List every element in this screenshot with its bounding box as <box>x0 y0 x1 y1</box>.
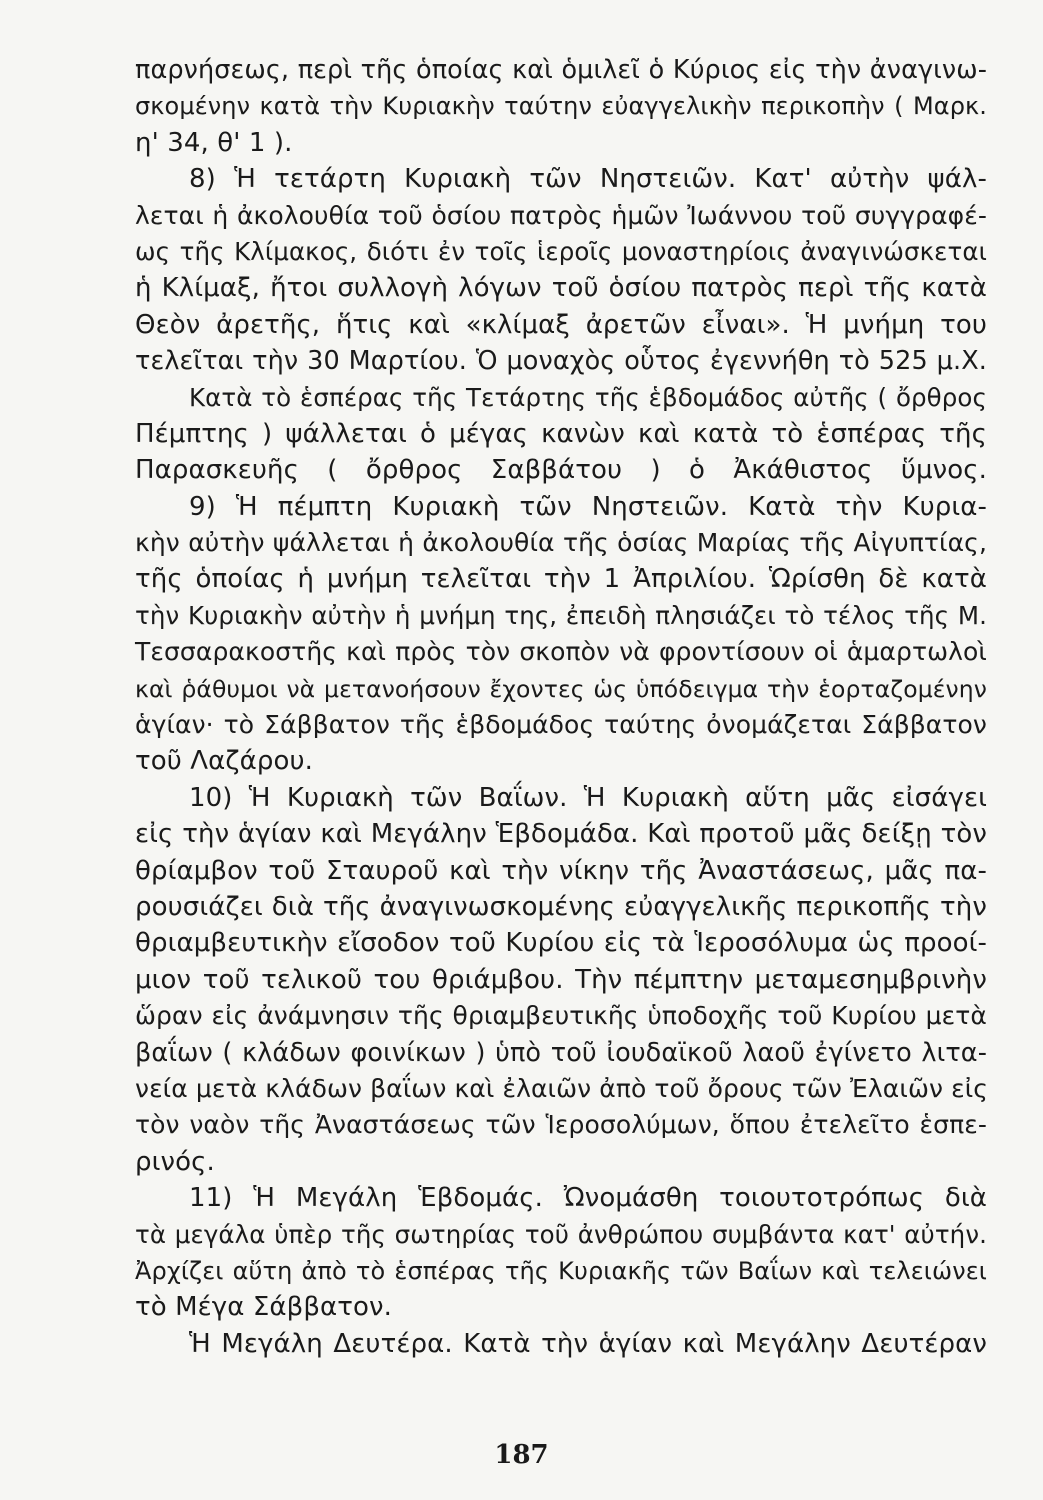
text-line: τοῦ Λαζάρου. <box>135 746 313 777</box>
text-line: 11) Ἡ Μεγάλη Ἑβδομάς. Ὠνομάσθη τοιουτοτρόπως διὰ <box>189 1183 987 1214</box>
text-line: καὶ ῥάθυμοι νὰ μετανοήσουν ἔχοντες ὡς ὑπόδειγμα τὴν ἑορταζομένην <box>135 674 987 703</box>
text-line: τελεῖται τὴν 30 Μαρτίου. Ὁ μοναχὸς οὗτος ἐγεννήθη τὸ 525 μ.Χ. <box>135 346 987 377</box>
text-line: Πέμπτης ) ψάλλεται ὁ μέγας κανὼν καὶ κατὰ τὸ ἑσπέρας τῆς <box>135 418 987 449</box>
text-line: Κατὰ τὸ ἑσπέρας τῆς Τετάρτης τῆς ἑβδομάδος αὐτῆς ( ὄρθρος <box>189 382 987 412</box>
text-line: θριαμβευτικὴν εἴσοδον τοῦ Κυρίου εἰς τὰ Ἱεροσόλυμα ὡς προοί- <box>135 928 987 959</box>
text-line: τὴν Κυριακὴν αὐτὴν ἡ μνήμη της, ἐπειδὴ πλησιάζει τὸ τέλος τῆς Μ. <box>135 600 987 630</box>
text-line: ἡ Κλίμαξ, ἤτοι συλλογὴ λόγων τοῦ ὁσίου πατρὸς περὶ τῆς κατὰ <box>135 273 987 304</box>
text-line: Τεσσαρακοστῆς καὶ πρὸς τὸν σκοπὸν νὰ φροντίσουν οἱ ἁμαρτωλοὶ <box>135 637 987 667</box>
text-line: Παρασκευῆς ( ὄρθρος Σαββάτου ) ὁ Ἀκάθιστος ὕμνος. <box>135 455 987 486</box>
text-line: θρίαμβον τοῦ Σταυροῦ καὶ τὴν νίκην τῆς Ἀναστάσεως, μᾶς πα- <box>135 855 987 886</box>
page-number: 187 <box>494 1440 549 1470</box>
text-line: λεται ἡ ἀκολουθία τοῦ ὁσίου πατρὸς ἡμῶν Ἰωάννου τοῦ συγγραφέ- <box>135 200 987 230</box>
text-line: τὸν ναὸν τῆς Ἀναστάσεως τῶν Ἱεροσολύμων, ὅπου ἐτελεῖτο ἑσπε- <box>135 1110 987 1140</box>
text-line: βαΐων ( κλάδων φοινίκων ) ὑπὸ τοῦ ἰουδαϊκοῦ λαοῦ ἐγίνετο λιτα- <box>135 1037 987 1068</box>
text-line: Ἀρχίζει αὕτη ἀπὸ τὸ ἑσπέρας τῆς Κυριακῆς τῶν Βαΐων καὶ τελειώνει <box>135 1256 987 1285</box>
text-line: μιον τοῦ τελικοῦ του θριάμβου. Τὴν πέμπτην μεταμεσημβρινὴν <box>135 964 987 995</box>
text-line: 9) Ἡ πέμπτη Κυριακὴ τῶν Νηστειῶν. Κατὰ τὴν Κυρια- <box>189 491 987 522</box>
text-line: 8) Ἡ τετάρτη Κυριακὴ τῶν Νηστειῶν. Κατ' αὐτὴν ψάλ- <box>189 164 987 195</box>
text-line: ρουσιάζει διὰ τῆς ἀναγινωσκομένης εὐαγγελικῆς περικοπῆς τὴν <box>135 891 987 922</box>
text-line: τὸ Μέγα Σάββατον. <box>135 1292 393 1323</box>
text-line: νεία μετὰ κλάδων βαΐων καὶ ἐλαιῶν ἀπὸ τοῦ ὄρους τῶν Ἐλαιῶν εἰς <box>135 1073 989 1103</box>
text-line: σκομένην κατὰ τὴν Κυριακὴν ταύτην εὐαγγελικὴν περικοπὴν ( Μαρκ. <box>135 92 987 121</box>
page-body <box>135 52 987 1362</box>
text-line: παρνήσεως, περὶ τῆς ὁποίας καὶ ὁμιλεῖ ὁ Κύριος εἰς τὴν ἀναγινω- <box>135 55 987 85</box>
text-line: 10) Ἡ Κυριακὴ τῶν Βαΐων. Ἡ Κυριακὴ αὕτη μᾶς εἰσάγει <box>189 782 987 813</box>
text-line: η' 34, θ' 1 ). <box>135 127 293 158</box>
text-line: ως τῆς Κλίμακος, διότι ἐν τοῖς ἱεροῖς μοναστηρίοις ἀναγινώσκεται <box>135 236 987 266</box>
text-line: Ἡ Μεγάλη Δευτέρα. Κατὰ τὴν ἁγίαν καὶ Μεγάλην Δευτέραν <box>189 1328 987 1359</box>
text-line: τῆς ὁποίας ἡ μνήμη τελεῖται τὴν 1 Ἀπριλίου. Ὡρίσθη δὲ κατὰ <box>135 564 987 595</box>
text-line: κὴν αὐτὴν ψάλλεται ἡ ἀκολουθία τῆς ὁσίας Μαρίας τῆς Αἰγυπτίας, <box>135 528 987 558</box>
text-line: τὰ μεγάλα ὑπὲρ τῆς σωτηρίας τοῦ ἀνθρώπου συμβάντα κατ' αὐτήν. <box>135 1219 987 1249</box>
text-line: εἰς τὴν ἁγίαν καὶ Μεγάλην Ἑβδομάδα. Καὶ προτοῦ μᾶς δείξῃ τὸν <box>135 819 987 850</box>
text-line: ὥραν εἰς ἀνάμνησιν τῆς θριαμβευτικῆς ὑποδοχῆς τοῦ Κυρίου μετὰ <box>135 1001 987 1031</box>
text-line: ἁγίαν· τὸ Σάββατον τῆς ἑβδομάδος ταύτης ὀνομάζεται Σάββατον <box>135 710 987 740</box>
text-line: ρινός. <box>135 1146 215 1177</box>
text-line: Θεὸν ἀρετῆς, ἥτις καὶ «κλίμαξ ἀρετῶν εἶναι». Ἡ μνήμη του <box>135 309 987 340</box>
